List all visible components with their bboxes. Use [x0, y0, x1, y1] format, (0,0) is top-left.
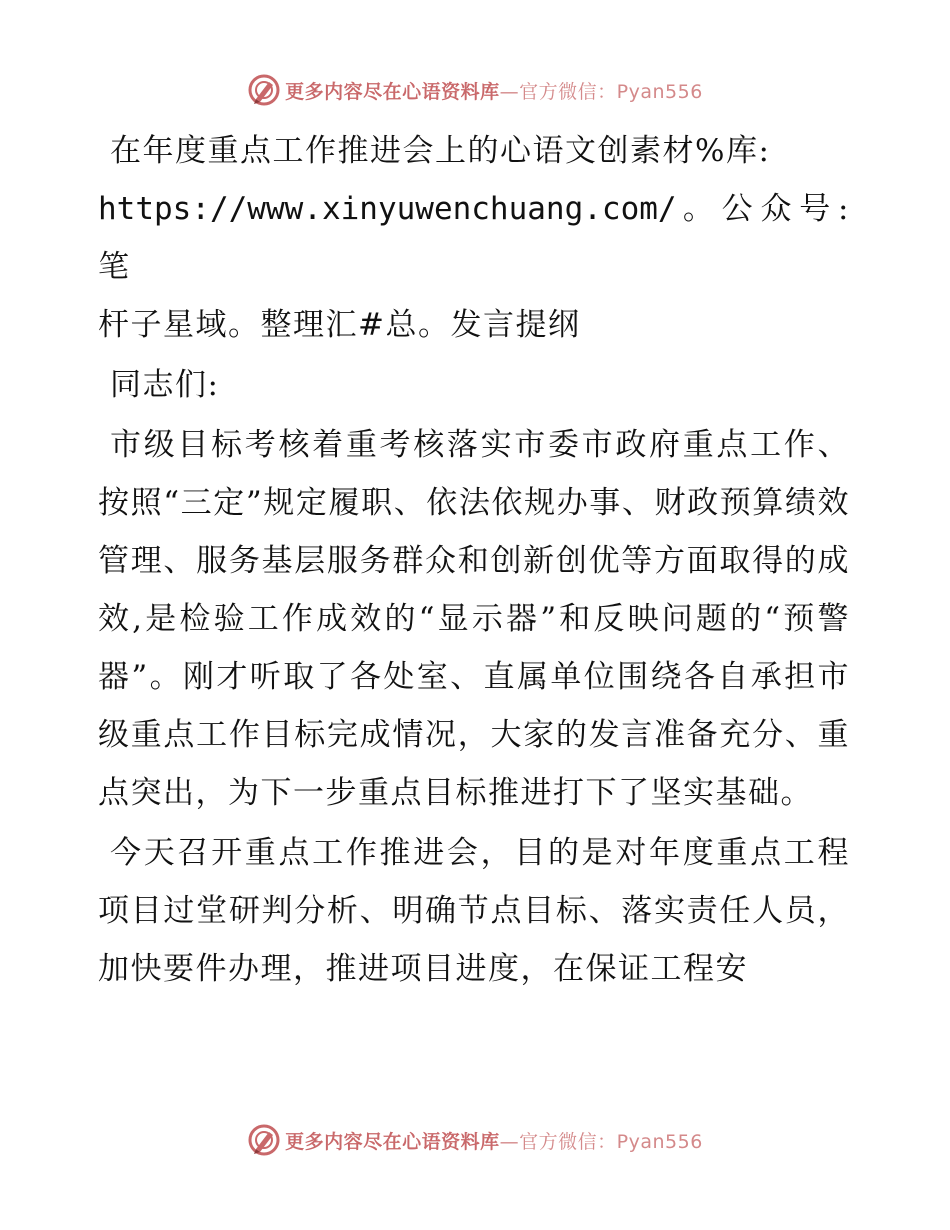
footer-watermark [0, 1120, 950, 1160]
pen-circle-logo-icon [247, 1123, 281, 1157]
paragraph-2: 今天召开重点工作推进会，目的是对年度重点工程项目过堂研判分析、明确节点目标、落实责任人员，加快要件办理，推进项目进度，在保证工程安 [98, 835, 850, 987]
document-body [98, 122, 850, 998]
greeting: 同志们: [110, 367, 220, 403]
title-line-a: 在年度重点工作推进会上的心语文创素材%库: [110, 133, 771, 169]
header-watermark [0, 70, 950, 110]
footer-wechat-text: —官方微信：Pyan556 [499, 1130, 703, 1153]
title-line-c: 杆子星域。整理汇#总。发言提纲 [98, 307, 581, 343]
title-line-b-rest: 。公众号: 笔 [98, 191, 850, 285]
document-title [98, 122, 850, 354]
header-wechat-text: —官方微信：Pyan556 [499, 80, 703, 103]
header-brand-text: 更多内容尽在心语资料库 [285, 80, 500, 103]
pen-circle-logo-icon [247, 73, 281, 107]
paragraph-1: 市级目标考核着重考核落实市委市政府重点工作、按照“三定”规定履职、依法依规办事、财政预算绩效管理、服务基层服务群众和创新创优等方面取得的成效,是检验工作成效的“显示器”和反映问题的“预警器”。刚才听取了各处室、直属单位围绕各自承担市级重点工作目标完成情况，大家的发言准备充分、重点突出，为下一步重点目标推进打下了坚实基础。 [98, 427, 850, 811]
footer-brand-text: 更多内容尽在心语资料库 [285, 1130, 500, 1153]
title-url: https://www.xinyuwenchuang.com/ [98, 191, 677, 227]
